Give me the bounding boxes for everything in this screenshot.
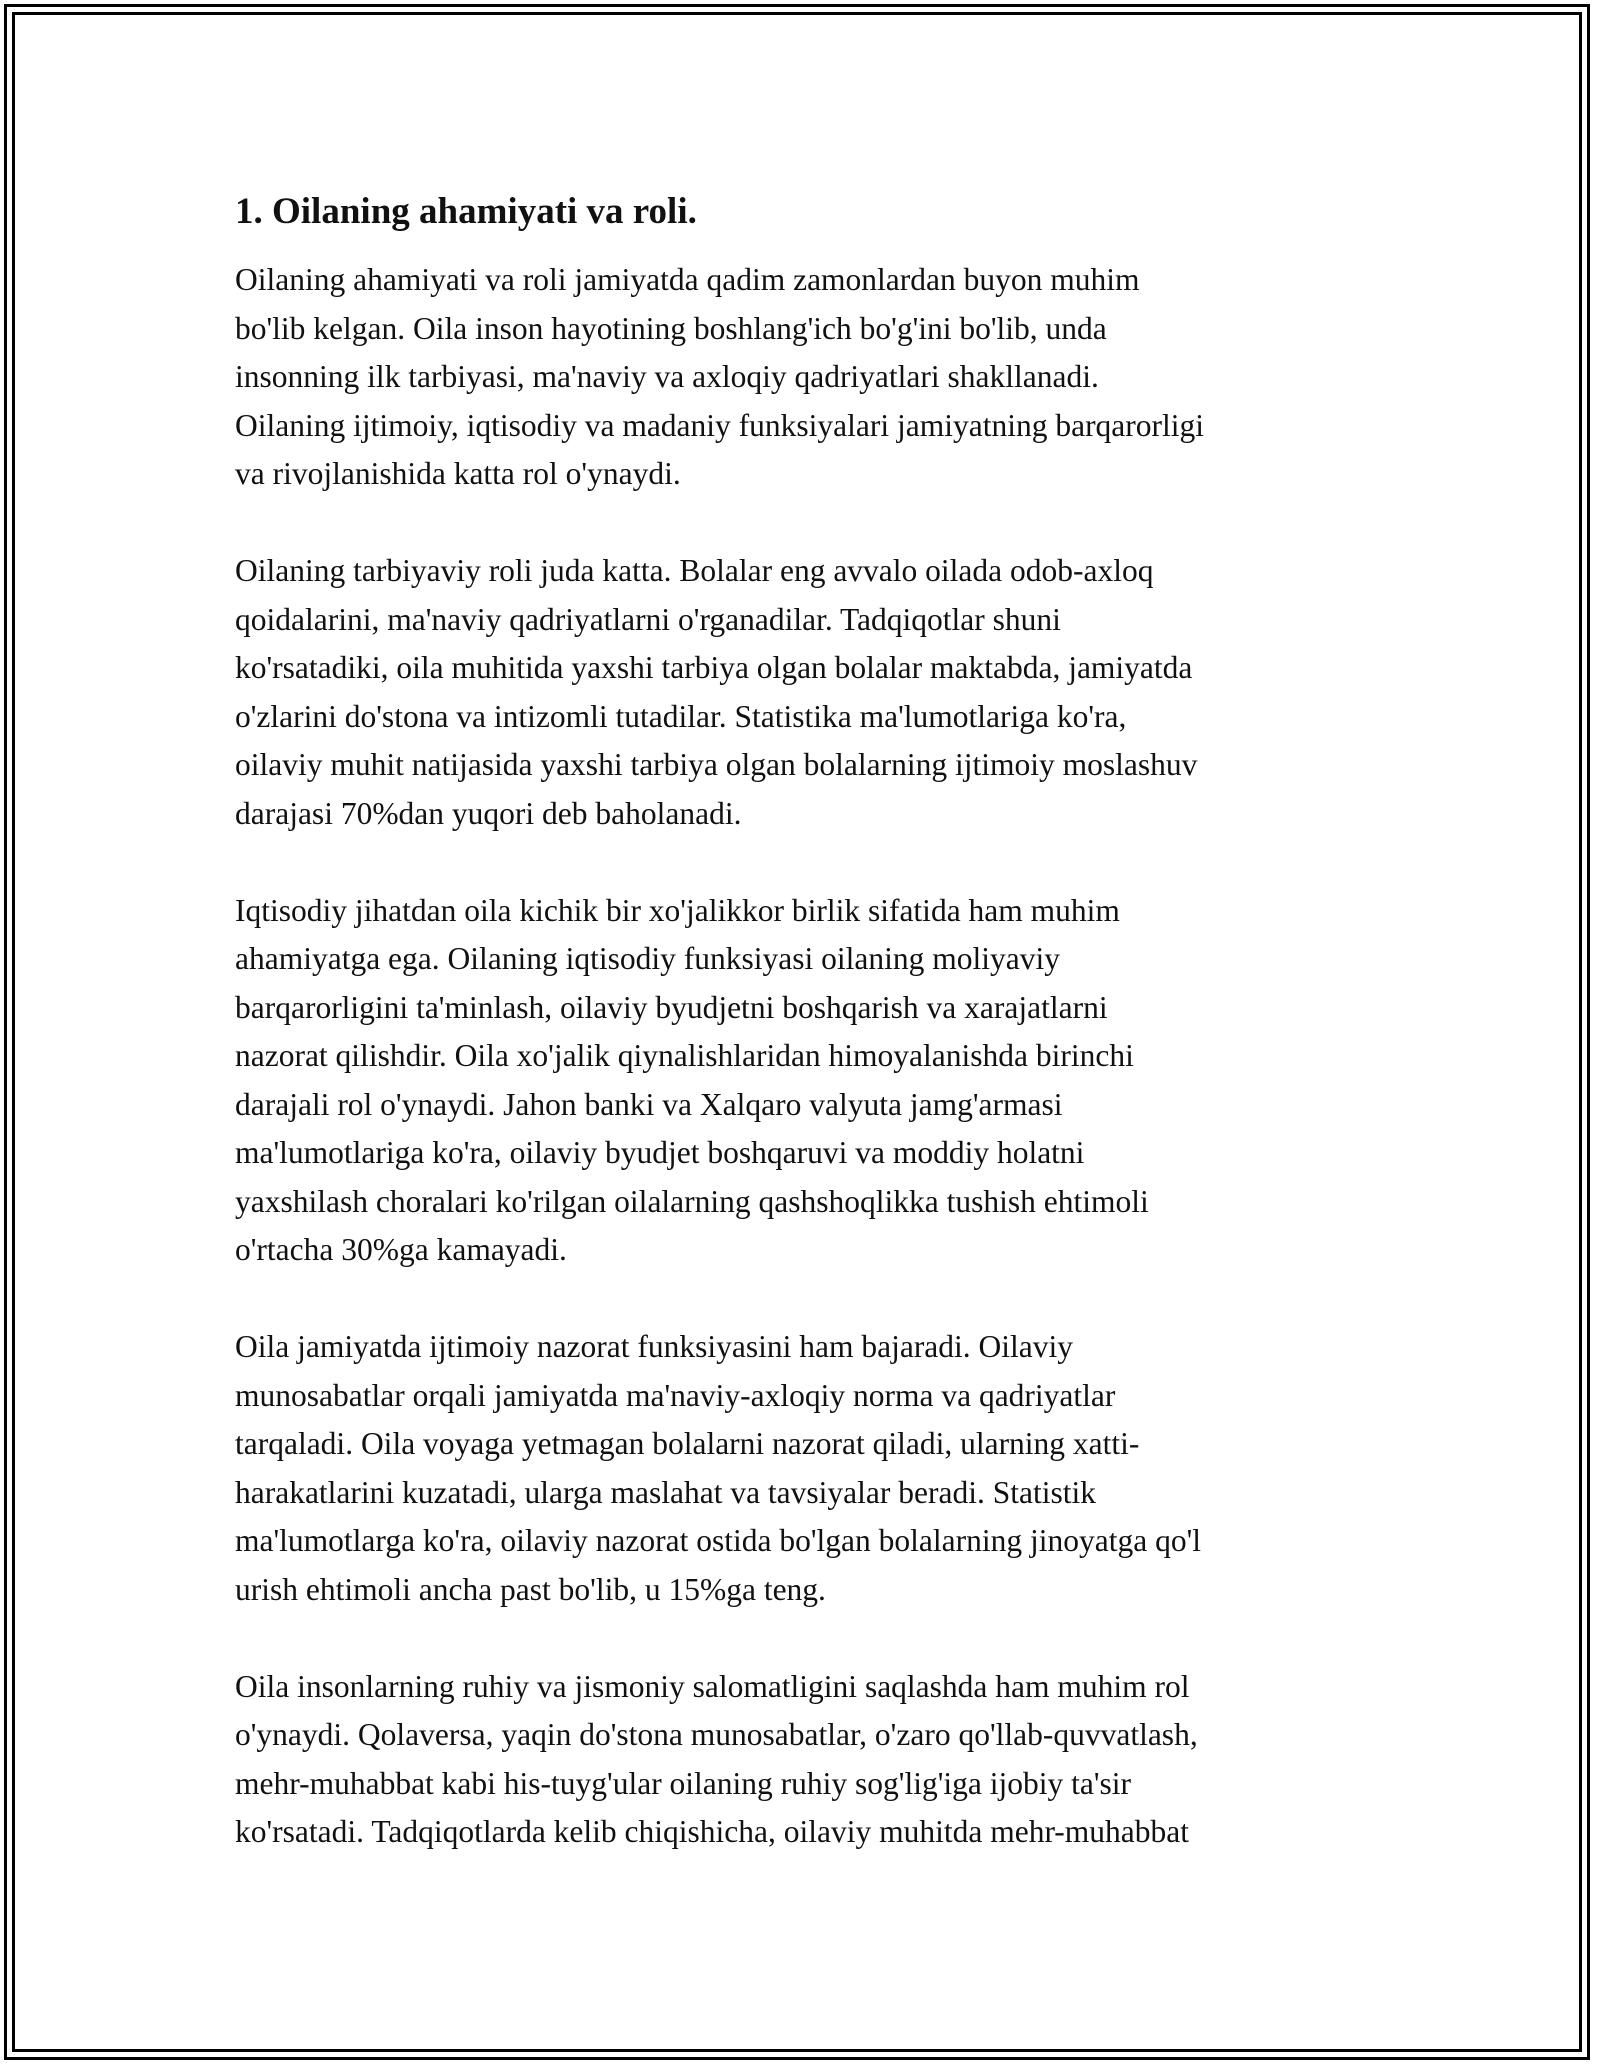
text-line: Oila insonlarning ruhiy va jismoniy salomatligini saqlashda ham muhim rol (235, 1668, 1190, 1704)
paragraph-3 (235, 887, 1375, 1275)
text-line: mehr-muhabbat kabi his-tuyg'ular oilaning ruhiy sog'lig'iga ijobiy ta'sir (235, 1765, 1132, 1801)
paragraph-1 (235, 256, 1375, 499)
text-line: qoidalarini, ma'naviy qadriyatlarni o'rganadilar. Tadqiqotlar shuni (235, 601, 1061, 637)
text-line: nazorat qilishdir. Oila xo'jalik qiynalishlaridan himoyalanishda birinchi (235, 1038, 1134, 1073)
text-line: insonning ilk tarbiyasi, ma'naviy va axloqiy qadriyatlari shakllanadi. (235, 359, 1099, 394)
text-line: ahamiyatga ega. Oilaning iqtisodiy funksiyasi oilaning moliyaviy (235, 941, 1060, 976)
text-line: o'zlarini do'stona va intizomli tutadilar. Statistika ma'lumotlariga ko'ra, (235, 698, 1127, 734)
text-line: bo'lib kelgan. Oila inson hayotining boshlang'ich bo'g'ini bo'lib, unda (235, 310, 1107, 346)
paragraph-5 (235, 1663, 1375, 1857)
text-line: ko'rsatadi. Tadqiqotlarda kelib chiqishicha, oilaviy muhitda mehr-muhabbat (235, 1814, 1190, 1849)
text-line: ko'rsatadiki, oila muhitida yaxshi tarbiya olgan bolalar maktabda, jamiyatda (235, 650, 1193, 685)
text-line: darajali rol o'ynaydi. Jahon banki va Xalqaro valyuta jamg'armasi (235, 1086, 1063, 1122)
text-line: munosabatlar orqali jamiyatda ma'naviy-axloqiy norma va qadriyatlar (235, 1377, 1116, 1413)
text-line: tarqaladi. Oila voyaga yetmagan bolalarni nazorat qiladi, ularning xatti- (235, 1426, 1140, 1461)
document-body (235, 188, 1375, 1905)
text-line: Iqtisodiy jihatdan oila kichik bir xo'jalikkor birlik sifatida ham muhim (235, 892, 1120, 928)
text-line: yaxshilash choralari ko'rilgan oilalarning qashshoqlikka tushish ehtimoli (235, 1183, 1149, 1219)
text-line: o'rtacha 30%ga kamayadi. (235, 1232, 567, 1267)
paragraph-4 (235, 1323, 1375, 1614)
text-line: barqarorligini ta'minlash, oilaviy byudjetni boshqarish va xarajatlarni (235, 989, 1108, 1025)
text-line: ma'lumotlarga ko'ra, oilaviy nazorat ostida bo'lgan bolalarning jinoyatga qo'l (235, 1523, 1201, 1558)
text-line: Oilaning ijtimoiy, iqtisodiy va madaniy funksiyalari jamiyatning barqarorligi (235, 407, 1205, 443)
text-line: ma'lumotlariga ko'ra, oilaviy byudjet boshqaruvi va moddiy holatni (235, 1135, 1085, 1170)
text-line: urish ehtimoli ancha past bo'lib, u 15%ga teng. (235, 1571, 826, 1607)
text-line: darajasi 70%dan yuqori deb baholanadi. (235, 795, 742, 831)
text-line: harakatlarini kuzatadi, ularga maslahat va tavsiyalar beradi. Statistik (235, 1474, 1096, 1510)
text-line: Oilaning ahamiyati va roli jamiyatda qadim zamonlardan buyon muhim (235, 262, 1140, 297)
text-line: va rivojlanishida katta rol o'ynaydi. (235, 456, 681, 491)
text-line: Oila jamiyatda ijtimoiy nazorat funksiyasini ham bajaradi. Oilaviy (235, 1329, 1074, 1364)
text-line: o'ynaydi. Qolaversa, yaqin do'stona munosabatlar, o'zaro qo'llab-quvvatlash, (235, 1717, 1198, 1752)
section-title: 1. Oilaning ahamiyati va roli. (235, 191, 697, 232)
paragraph-2 (235, 547, 1375, 838)
text-line: oilaviy muhit natijasida yaxshi tarbiya olgan bolalarning ijtimoiy moslashuv (235, 747, 1198, 782)
text-line: Oilaning tarbiyaviy roli juda katta. Bolalar eng avvalo oilada odob-axloq (235, 553, 1154, 588)
